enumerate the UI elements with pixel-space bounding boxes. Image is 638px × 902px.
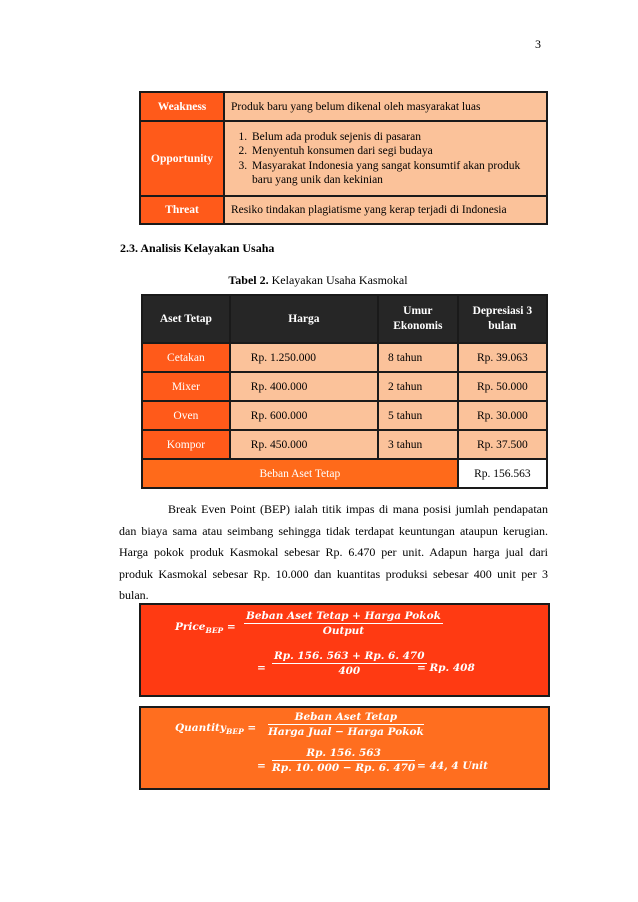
formula-denominator: Output [322,625,365,637]
table-caption-text: Kelayakan Usaha Kasmokal [268,273,408,287]
table-cell-depreciation: Rp. 50.000 [458,372,547,401]
list-item: 3. Masyarakat Indonesia yang sangat konsumtif akan produk baru yang unik dan kekinian [250,159,540,188]
column-header: Aset Tetap [142,295,230,343]
formula-fraction [272,747,415,774]
section-heading: 2.3. Analisis Kelayakan Usaha [120,241,275,255]
formula-equals: = [257,760,266,772]
formula-denominator: Harga Jual − Harga Pokok [268,726,424,738]
table-row [142,401,547,430]
table-cell-asset: Kompor [142,430,230,459]
formula-result: = 44, 4 Unit [417,760,488,772]
table-cell-price: Rp. 600.000 [230,401,378,430]
table-row [142,343,547,372]
table-cell-depreciation: Rp. 37.500 [458,430,547,459]
table-cell-depreciation: Rp. 39.063 [458,343,547,372]
formula-denominator: 400 [338,665,361,677]
formula-numerator: Rp. 156. 563 [272,747,415,761]
formula-numerator: Rp. 156. 563 + Rp. 6. 470 [274,650,425,662]
swot-text-threat: Resiko tindakan plagiatisme yang kerap terjadi di Indonesia [224,196,547,224]
table-cell-life: 2 tahun [378,372,458,401]
table-cell-depreciation: Rp. 30.000 [458,401,547,430]
table-caption-number: Tabel 2. [228,273,269,287]
swot-row-opportunity [140,121,547,196]
swot-label-weakness: Weakness [140,92,224,121]
column-header: Umur Ekonomis [378,295,458,343]
table-cell-asset: Mixer [142,372,230,401]
bep-paragraph [119,499,548,607]
swot-text-weakness: Produk baru yang belum dikenal oleh masyarakat luas [224,92,547,121]
table-total-row [142,459,547,488]
table-cell-life: 8 tahun [378,343,458,372]
table-cell-price: Rp. 1.250.000 [230,343,378,372]
table-row [142,372,547,401]
quantity-bep-formula [139,706,550,790]
formula-fraction [244,610,443,637]
column-header: Harga [230,295,378,343]
swot-opportunity-list-cell [224,121,547,196]
formula-lhs: Quantity$_{BEP}$ = [175,722,257,737]
swot-opportunity-list [231,130,540,188]
formula-lhs: Price$_{BEP}$ = [175,621,236,636]
table-cell-asset: Oven [142,401,230,430]
table-header-row [142,295,547,343]
formula-numerator: Beban Aset Tetap + Harga Pokok [246,610,441,622]
table-cell-life: 5 tahun [378,401,458,430]
table-cell-price: Rp. 400.000 [230,372,378,401]
list-item: 2. Menyentuh konsumen dari segi budaya [250,144,540,159]
swot-row-threat [140,196,547,224]
formula-fraction [268,711,424,738]
formula-equals: = [257,662,266,674]
list-item: 1. Belum ada produk sejenis di pasaran [250,130,540,145]
swot-label-opportunity: Opportunity [140,121,224,196]
table-caption [0,273,638,288]
page-number: 3 [535,37,541,51]
column-header: Depresiasi 3 bulan [458,295,547,343]
table-cell-life: 3 tahun [378,430,458,459]
table-total-label: Beban Aset Tetap [142,459,458,488]
swot-table [139,91,548,225]
table-total-value: Rp. 156.563 [458,459,547,488]
table-cell-price: Rp. 450.000 [230,430,378,459]
swot-row-weakness [140,92,547,121]
formula-numerator: Beban Aset Tetap [268,711,424,725]
formula-result: = Rp. 408 [417,662,475,674]
price-bep-formula [139,603,550,697]
swot-label-threat: Threat [140,196,224,224]
table-cell-asset: Cetakan [142,343,230,372]
paragraph-text: Break Even Point (BEP) ialah titik impas di mana posisi jumlah pendapatan dan biaya sama atau seimbang sehingga tidak terdapat keuntungan ataupun kerugian. Harga pokok produk Kasmokal sebesar Rp. 6.470 per unit. Adapun harga jual dari produk Kasmokal sebesar Rp. 10.000 dan kuantitas produksi sebesar 400 unit per 3 bulan. [119,502,548,602]
asset-table [141,294,548,489]
formula-fraction [272,650,427,677]
table-row [142,430,547,459]
formula-denominator: Rp. 10. 000 − Rp. 6. 470 [272,762,416,774]
